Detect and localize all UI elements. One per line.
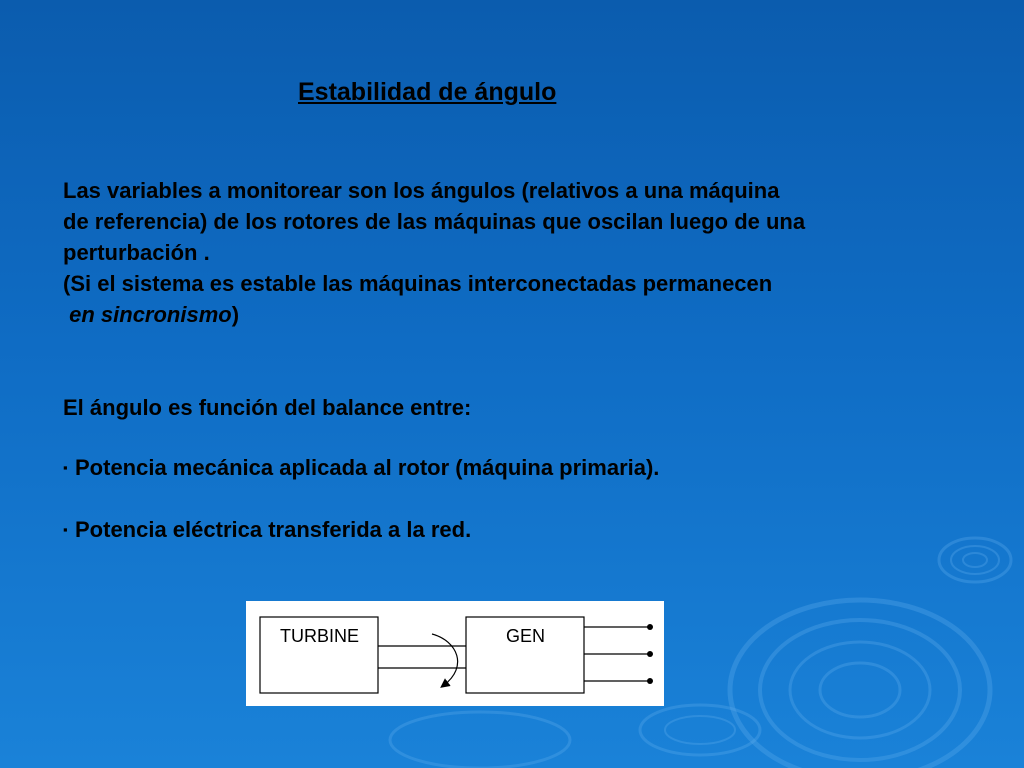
- italic-sincronismo: en sincronismo: [69, 302, 232, 327]
- paragraph-monitoring: [63, 175, 963, 330]
- paragraph-line: Las variables a monitorear son los ángulos (relativos a una máquina: [63, 178, 780, 203]
- bullet-item: [63, 452, 963, 483]
- bullet-text: Potencia mecánica aplicada al rotor (máquina primaria).: [75, 455, 660, 480]
- terminal-dot: [647, 678, 653, 684]
- turbine-label: TURBINE: [280, 626, 360, 646]
- terminal-dot: [647, 651, 653, 657]
- closing-paren: ): [231, 302, 240, 327]
- turbine-generator-diagram: [246, 601, 664, 706]
- generator-label: GEN: [506, 626, 546, 646]
- bullet-text: Potencia eléctrica transferida a la red.: [75, 517, 472, 542]
- paragraph-line: (Si el sistema es estable las máquinas interconectadas permanecen: [63, 271, 773, 296]
- terminal-dot: [647, 624, 653, 630]
- paragraph-line: de referencia) de los rotores de las máquinas que oscilan luego de una: [63, 209, 806, 234]
- paragraph-line: [63, 299, 963, 330]
- paragraph-line: perturbación .: [63, 240, 210, 265]
- slide-title: Estabilidad de ángulo: [298, 78, 557, 106]
- square-bullet-icon: ▪: [63, 460, 68, 475]
- rotation-arrow-icon: [432, 634, 458, 685]
- paragraph-balance: El ángulo es función del balance entre:: [63, 395, 472, 420]
- square-bullet-icon: ▪: [63, 522, 68, 537]
- bullet-item: [63, 514, 963, 545]
